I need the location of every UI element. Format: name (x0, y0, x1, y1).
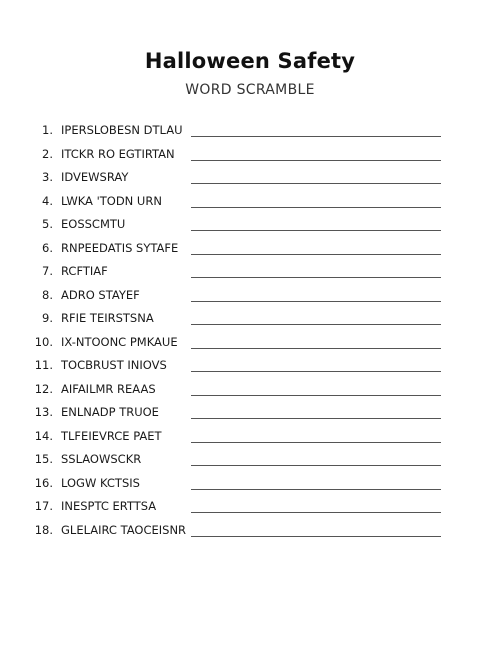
list-item (0, 449, 500, 473)
answer-line (191, 442, 441, 443)
scrambled-word: TLFEIEVRCE PAET (61, 428, 162, 443)
answer-line (191, 418, 441, 419)
scrambled-word: RFIE TEIRSTSNA (61, 311, 154, 325)
list-item (0, 261, 500, 285)
scrambled-word: IPERSLOBESN DTLAU (61, 123, 183, 137)
page-subtitle: WORD SCRAMBLE (185, 82, 315, 98)
answer-line (191, 324, 441, 325)
scrambled-word: AIFAILMR REAAS (61, 381, 156, 396)
scrambled-word: RNPEEDATIS SYTAFE (61, 240, 179, 255)
list-item (0, 355, 500, 379)
scrambled-word: IX-NTOONC PMKAUE (61, 334, 178, 349)
item-number: 4. (42, 193, 53, 208)
scrambled-word: TOCBRUST INIOVS (61, 358, 167, 372)
list-item (0, 473, 500, 497)
answer-line (191, 183, 441, 184)
list-item (0, 402, 500, 426)
scrambled-word: ADRO STAYEF (61, 287, 140, 302)
answer-line (191, 301, 441, 302)
answer-line (191, 277, 441, 278)
list-item (0, 496, 500, 520)
page-title: Halloween Safety (144, 49, 356, 73)
answer-line (191, 489, 441, 490)
answer-line (191, 160, 441, 161)
scrambled-word: LWKA 'TODN URN (61, 193, 162, 208)
item-number: 14. (34, 428, 53, 443)
item-number: 1. (42, 123, 53, 137)
list-item (0, 332, 500, 356)
scrambled-word: ITCKR RO EGTIRTAN (61, 146, 175, 161)
scrambled-word: INESPTC ERTTSA (61, 499, 157, 513)
list-item (0, 379, 500, 403)
item-number: 16. (34, 475, 53, 490)
scrambled-word: LOGW KCTSIS (61, 475, 140, 490)
answer-line (191, 254, 441, 255)
answer-line (191, 348, 441, 349)
item-number: 18. (34, 522, 53, 537)
scrambled-word: IDVEWSRAY (61, 170, 129, 184)
scrambled-word: SSLAOWSCKR (61, 452, 142, 466)
item-number: 6. (42, 240, 53, 255)
scrambled-word: EOSSCMTU (61, 217, 126, 231)
answer-line (191, 512, 441, 513)
list-item (0, 214, 500, 238)
item-number: 11. (34, 358, 53, 372)
answer-line (191, 536, 441, 537)
answer-line (191, 465, 441, 466)
item-number: 5. (42, 217, 53, 231)
answer-line (191, 371, 441, 372)
list-item (0, 144, 500, 168)
scramble-list (0, 120, 500, 543)
list-item (0, 120, 500, 144)
item-number: 15. (34, 452, 53, 466)
list-item (0, 191, 500, 215)
list-item (0, 308, 500, 332)
list-item (0, 285, 500, 309)
answer-line (191, 207, 441, 208)
list-item (0, 238, 500, 262)
answer-line (191, 230, 441, 231)
item-number: 13. (34, 405, 53, 419)
item-number: 8. (42, 287, 53, 302)
scrambled-word: ENLNADP TRUOE (61, 405, 159, 419)
answer-line (191, 136, 441, 137)
item-number: 9. (42, 311, 53, 325)
item-number: 7. (42, 264, 53, 278)
answer-line (191, 395, 441, 396)
list-item (0, 167, 500, 191)
item-number: 3. (42, 170, 53, 184)
list-item (0, 426, 500, 450)
item-number: 2. (42, 146, 53, 161)
item-number: 17. (34, 499, 53, 513)
scrambled-word: GLELAIRC TAOCEISNR (61, 522, 187, 537)
list-item (0, 520, 500, 544)
scrambled-word: RCFTIAF (61, 264, 108, 278)
item-number: 10. (34, 334, 53, 349)
item-number: 12. (34, 381, 53, 396)
